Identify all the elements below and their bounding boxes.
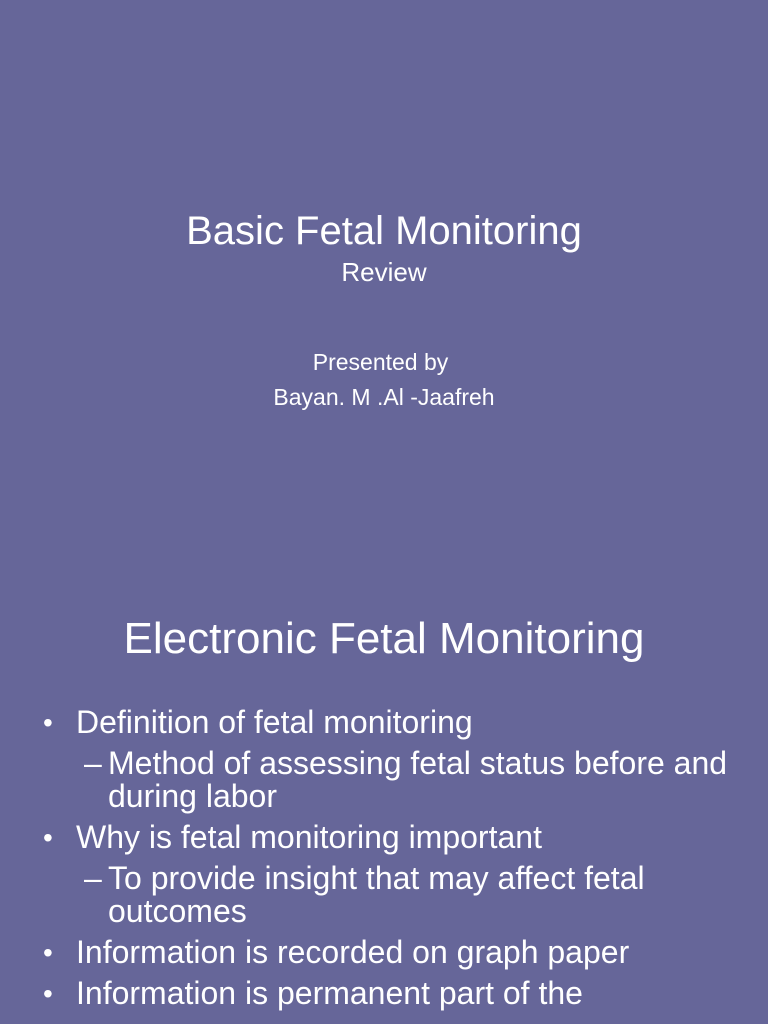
bullet-list [0, 706, 768, 1018]
dash-icon: – [84, 860, 102, 896]
bullet-item [0, 821, 768, 854]
sub-bullet-text: To provide insight that may affect fetal outcomes [108, 860, 645, 929]
sub-bullet-text: Method of assessing fetal status before and during labor [108, 745, 728, 814]
bullet-item [0, 936, 768, 969]
presenter-name: Bayan. M .Al -Jaafreh [273, 384, 495, 410]
bullet-item [0, 977, 768, 1010]
sub-bullet-item [0, 747, 768, 813]
dash-icon: – [84, 745, 102, 781]
presenter-label: Presented by [312, 349, 449, 375]
bullet-text: Why is fetal monitoring important [76, 819, 542, 855]
bullet-icon: • [43, 978, 53, 1009]
slide-title: Electronic Fetal Monitoring [123, 614, 645, 663]
bullet-icon: • [43, 707, 53, 738]
bullet-icon: • [43, 822, 53, 853]
bullet-text: Information is permanent part of the [76, 975, 583, 1011]
sub-bullet-item [0, 862, 768, 928]
content-slide [0, 576, 768, 1024]
bullet-text: Information is recorded on graph paper [76, 934, 630, 970]
bullet-text: Definition of fetal monitoring [76, 704, 473, 740]
presentation-subtitle: Review [341, 257, 427, 287]
bullet-icon: • [43, 937, 53, 968]
bullet-item [0, 706, 768, 739]
presentation-title: Basic Fetal Monitoring [186, 209, 582, 253]
